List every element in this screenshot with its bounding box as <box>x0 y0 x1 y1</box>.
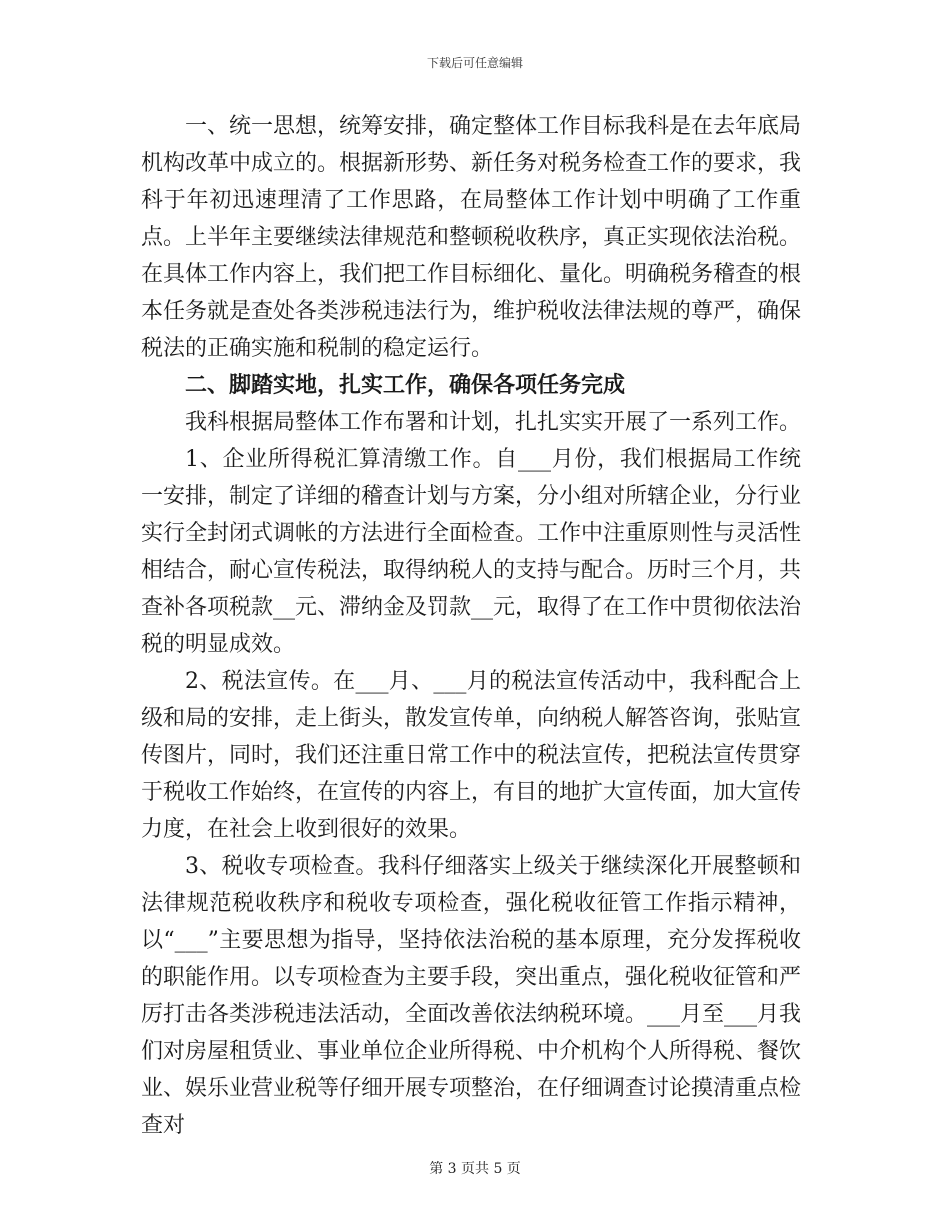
paragraph-item-2: 2、税法宣传。在___月、___月的税法宣传活动中，我科配合上级和局的安排，走上街头，散发宣传单，向纳税人解答咨询，张贴宣传图片，同时，我们还注重日常工作中的税法宣传，把税法宣传贯穿于税收工作始终，在宣传的内容上，有目的地扩大宣传面，加大宣传力度，在社会上收到很好的效果。 <box>141 669 802 842</box>
section-two-heading: 二、脚踏实地，扎实工作，确保各项任务完成 <box>185 372 626 398</box>
header-note: 下载后可任意编辑 <box>426 56 523 70</box>
body-text <box>141 108 801 1144</box>
page-number-footer: 第 3 页共 5 页 <box>429 1161 521 1177</box>
paragraph-section-one: 一、统一思想，统筹安排，确定整体工作目标我科是在去年底局机构改革中成立的。根据新形势、新任务对税务检查工作的要求，我科于年初迅速理清了工作思路，在局整体工作计划中明确了工作重点。上半年主要继续法律规范和整顿税收秩序，真正实现依法治税。在具体工作内容上，我们把工作目标细化、量化。明确税务稽查的根本任务就是查处各类涉税违法行为，维护税收法律法规的尊严，确保税法的正确实施和税制的稳定运行。 <box>141 114 802 361</box>
paragraph-item-3: 3、税收专项检查。我科仔细落实上级关于继续深化开展整顿和法律规范税收秩序和税收专项检查，强化税收征管工作指示精神，以“___”主要思想为指导，坚持依法治税的基本原理，充分发挥税收的职能作用。以专项检查为主要手段，突出重点，强化税收征管和严厉打击各类涉税违法活动，全面改善依法纳税环境。___月至___月我们对房屋租赁业、事业单位企业所得税、中介机构个人所得税、餐饮业、娱乐业营业税等仔细开展专项整治，在仔细调查讨论摸清重点检查对 <box>141 854 802 1138</box>
paragraph-intro: 我科根据局整体工作布署和计划，扎扎实实开展了一系列工作。 <box>185 410 802 435</box>
paragraph-item-1: 1、企业所得税汇算清缴工作。自___月份，我们根据局工作统一安排，制定了详细的稽查计划与方案，分小组对所辖企业，分行业实行全封闭式调帐的方法进行全面检查。工作中注重原则性与灵活性相结合，耐心宣传税法，取得纳税人的支持与配合。历时三个月，共查补各项税款__元、滞纳金及罚款__元，取得了在工作中贯彻依法治税的明显成效。 <box>141 447 802 657</box>
